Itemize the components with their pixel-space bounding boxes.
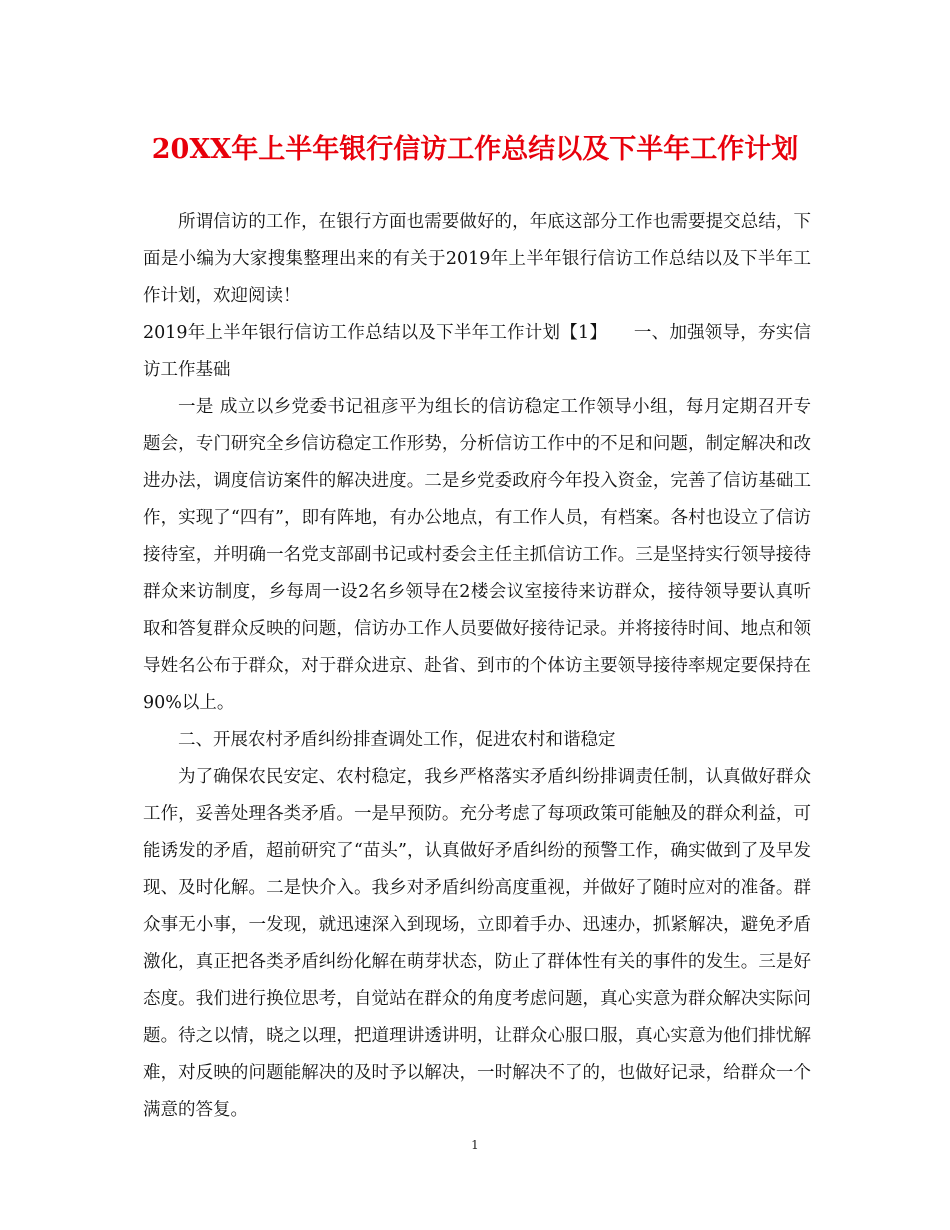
- section-heading-line: 2019年上半年银行信访工作总结以及下半年工作计划【1】 一、加强领导，夯实信访工作基础: [143, 323, 811, 380]
- document-body: [143, 204, 811, 1129]
- page-number: 1: [471, 1138, 479, 1152]
- body-paragraph: 为了确保农民安定、农村稳定，我乡严格落实矛盾纠纷排调责任制，认真做好群众工作，妥善处理各类矛盾。一是早预防。充分考虑了每项政策可能触及的群众利益，可能诱发的矛盾，超前研究了“苗头”，认真做好矛盾纠纷的预警工作，确实做到了及早发现、及时化解。二是快介入。我乡对矛盾纠纷高度重视，并做好了随时应对的准备。群众事无小事，一发现，就迅速深入到现场，立即着手办、迅速办，抓紧解决，避免矛盾激化，真正把各类矛盾纠纷化解在萌芽状态，防止了群体性有关的事件的发生。三是好态度。我们进行换位思考，自觉站在群众的角度考虑问题，真心实意为群众解决实际问题。待之以情，晓之以理，把道理讲透讲明，让群众心服口服，真心实意为他们排忧解难，对反映的问题能解决的及时予以解决，一时解决不了的，也做好记录，给群众一个满意的答复。: [143, 767, 811, 1120]
- document-title: 20XX年上半年银行信访工作总结以及下半年工作计划: [151, 134, 799, 165]
- intro-paragraph: 所谓信访的工作，在银行方面也需要做好的，年底这部分工作也需要提交总结，下面是小编为大家搜集整理出来的有关于2019年上半年银行信访工作总结以及下半年工作计划，欢迎阅读！: [143, 212, 811, 306]
- section-heading: 二、开展农村矛盾纠纷排查调处工作，促进农村和谐稳定: [178, 730, 616, 750]
- body-paragraph: 一是 成立以乡党委书记祖彦平为组长的信访稳定工作领导小组，每月定期召开专题会，专门研究全乡信访稳定工作形势，分析信访工作中的不足和问题，制定解决和改进办法，调度信访案件的解决进度。二是乡党委政府今年投入资金，完善了信访基础工作，实现了“四有”，即有阵地，有办公地点，有工作人员，有档案。各村也设立了信访接待室，并明确一名党支部副书记或村委会主任主抓信访工作。三是坚持实行领导接待群众来访制度，乡每周一设2名乡领导在2楼会议室接待来访群众，接待领导要认真听取和答复群众反映的问题，信访办工作人员要做好接待记录。并将接待时间、地点和领导姓名公布于群众，对于群众进京、赴省、到市的个体访主要领导接待率规定要保持在90%以上。: [143, 397, 811, 713]
